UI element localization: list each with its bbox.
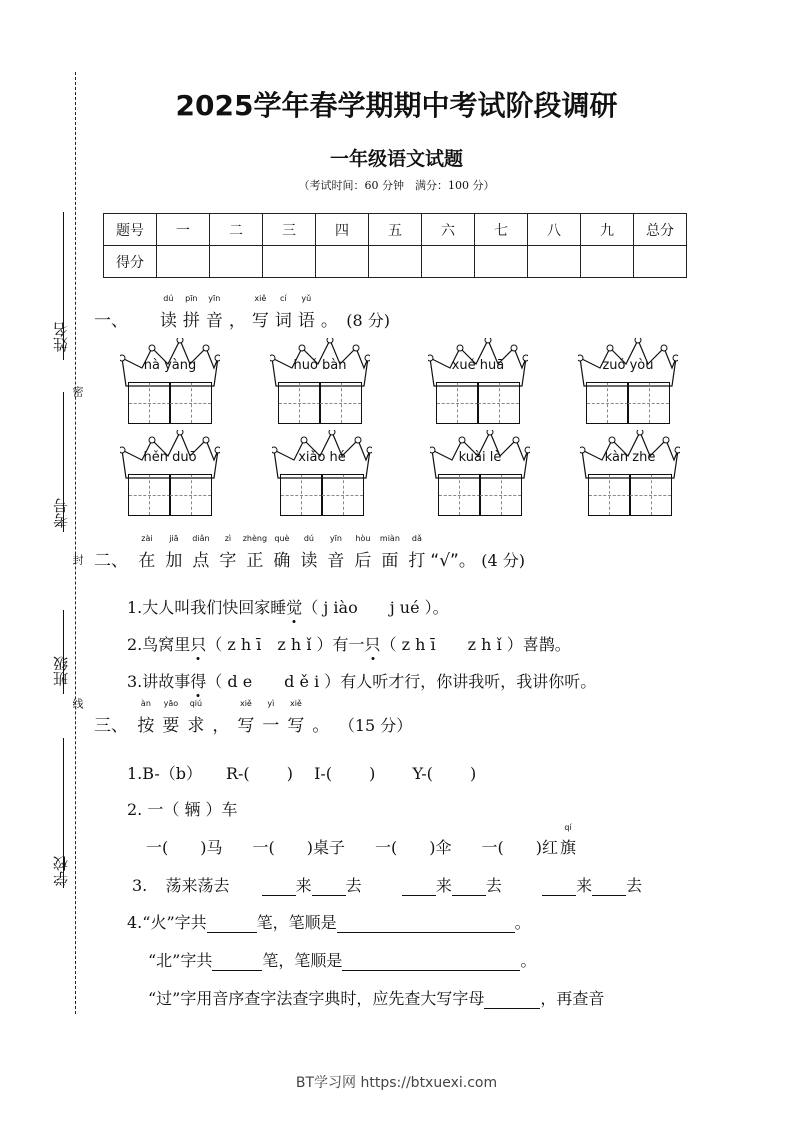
q-options[interactable]: （ d e d ě i ）有人听才行，你讲我听，我讲你听。 xyxy=(206,672,597,691)
tianzi-cell[interactable] xyxy=(128,474,171,516)
pinyin: xiě xyxy=(254,294,267,303)
hanzi: 要 xyxy=(162,716,180,736)
measure-word-blank[interactable]: 一( )红 xyxy=(481,838,558,857)
tianzi-cell[interactable] xyxy=(436,382,479,424)
crown-pinyin: xuě huā xyxy=(451,358,505,373)
ruby-char xyxy=(137,699,155,736)
score-header-cell: 六 xyxy=(422,214,475,246)
q-text: 笔，笔顺是 xyxy=(256,913,337,932)
pinyin: jiā xyxy=(169,534,179,543)
fixed-char: 来 xyxy=(576,876,593,895)
score-header-cell: 五 xyxy=(369,214,422,246)
crown-pinyin-card xyxy=(120,430,220,530)
score-header-cell: 九 xyxy=(581,214,634,246)
hanzi: 写 xyxy=(287,716,305,736)
section2-heading xyxy=(94,534,526,571)
hanzi: 加 xyxy=(165,551,183,571)
ruby-char xyxy=(321,306,338,331)
hanzi: 字 xyxy=(219,551,237,571)
s3-question-3 xyxy=(132,873,642,896)
answer-blank[interactable] xyxy=(207,916,257,933)
s3-question-4-line2 xyxy=(148,948,536,971)
s3-question-1[interactable]: 1.B-（b） R-( ) I-( ) Y-( ) xyxy=(127,764,477,783)
crown-pinyin-card xyxy=(430,430,530,530)
page-title: 2025学年春学期期中考试阶段调研 xyxy=(175,89,618,122)
hanzi: 正 xyxy=(246,551,264,571)
fixed-char: 去 xyxy=(485,876,502,895)
hanzi: 点 xyxy=(192,551,210,571)
s2-question-3 xyxy=(127,669,596,692)
q-text: “过”字用音序查字法查字典时，应先查大写字母 xyxy=(148,989,485,1008)
pinyin: yāo xyxy=(163,699,179,708)
tianzi-grid[interactable] xyxy=(280,474,364,516)
answer-blank[interactable] xyxy=(212,954,262,971)
tianzi-grid[interactable] xyxy=(128,474,212,516)
hanzi: ， xyxy=(228,311,246,331)
hanzi: 写 xyxy=(251,311,269,331)
score-input-cell[interactable] xyxy=(369,246,422,278)
ruby-char xyxy=(212,711,229,736)
footer-watermark: BT学习网 https://btxuexi.com xyxy=(295,1075,498,1091)
pinyin: àn xyxy=(140,699,151,708)
score-input-cell[interactable] xyxy=(422,246,475,278)
score-input-cell[interactable] xyxy=(528,246,581,278)
section-number: 二、 xyxy=(94,551,128,571)
tianzi-grid[interactable] xyxy=(438,474,522,516)
score-input-cell[interactable] xyxy=(316,246,369,278)
tianzi-cell[interactable] xyxy=(479,474,522,516)
ruby-char xyxy=(408,534,426,571)
number-label: 考号 xyxy=(52,498,70,528)
fixed-char: 来 xyxy=(295,876,312,895)
ruby-char xyxy=(354,534,372,571)
hanzi: 求 xyxy=(187,716,205,736)
ruby-char xyxy=(159,294,177,331)
ruby-char xyxy=(192,534,210,571)
ruby-char xyxy=(273,534,291,571)
answer-blank[interactable] xyxy=(402,879,436,896)
pinyin: què xyxy=(274,534,290,543)
score-input-cell[interactable] xyxy=(634,246,687,278)
hanzi: 一 xyxy=(262,716,280,736)
pinyin: miàn xyxy=(379,534,400,543)
pinyin: pīn xyxy=(185,294,198,303)
exam-info: （考试时间：60 分钟 满分：100 分） xyxy=(298,179,495,192)
dotted-char: 只 xyxy=(364,635,381,654)
crown-pinyin: kuài lè xyxy=(458,450,502,465)
answer-blank[interactable] xyxy=(452,879,486,896)
section2-tail: “√”。 xyxy=(430,551,476,571)
q-text: 2.鸟窝里 xyxy=(127,635,191,654)
hanzi: 读 xyxy=(159,311,177,331)
s3-question-2-items xyxy=(146,823,578,858)
score-input-cell[interactable] xyxy=(475,246,528,278)
crown-pinyin: nà yàng xyxy=(143,358,197,373)
tianzi-cell[interactable] xyxy=(321,474,364,516)
seal-char-feng: 封 xyxy=(71,554,84,565)
tianzi-cell[interactable] xyxy=(627,382,670,424)
s3-question-4-line1 xyxy=(127,910,531,933)
section-number: 三、 xyxy=(94,716,128,736)
score-header-cell: 题号 xyxy=(104,214,157,246)
hanzi: 按 xyxy=(137,716,155,736)
page-subtitle: 一年级语文试题 xyxy=(329,148,463,170)
ruby-char xyxy=(205,294,223,331)
ruby-char xyxy=(327,534,345,571)
ruby-char xyxy=(297,294,315,331)
tianzi-cell[interactable] xyxy=(586,382,629,424)
crown-pinyin: kàn zhe xyxy=(604,450,656,465)
score-input-cell[interactable] xyxy=(157,246,210,278)
section-points: (4 分) xyxy=(481,551,526,570)
hanzi: 确 xyxy=(273,551,291,571)
ruby-char xyxy=(312,711,329,736)
tianzi-cell[interactable] xyxy=(629,474,672,516)
q-text: “北”字共 xyxy=(148,951,213,970)
ruby-char xyxy=(379,534,400,571)
hanzi: 面 xyxy=(381,551,399,571)
pinyin: hòu xyxy=(355,534,371,543)
hanzi: 音 xyxy=(327,551,345,571)
hanzi: 音 xyxy=(205,311,223,331)
ruby-char xyxy=(300,534,318,571)
dotted-char: 觉 xyxy=(286,598,303,617)
crown-pinyin-card xyxy=(578,338,678,438)
measure-word-blank[interactable]: 一( )桌子 xyxy=(252,838,345,857)
pinyin: dǎ xyxy=(411,534,422,543)
score-table-score-row xyxy=(104,246,687,278)
name-label: 姓名 xyxy=(52,322,70,352)
pinyin: zài xyxy=(141,534,153,543)
ruby-char xyxy=(251,294,269,331)
seal-char-mi: 密 xyxy=(71,386,84,397)
school-label: 学校 xyxy=(52,856,70,886)
score-input-cell[interactable] xyxy=(581,246,634,278)
q-options[interactable]: （ z h ī z h ǐ ）喜鹊。 xyxy=(380,635,571,654)
answer-blank[interactable] xyxy=(262,879,296,896)
hanzi: 。 xyxy=(312,716,330,736)
section1-ruby-text xyxy=(157,294,341,331)
tianzi-cell[interactable] xyxy=(319,382,362,424)
hanzi: 旗 xyxy=(560,838,577,857)
pinyin: qiú xyxy=(189,699,203,708)
hanzi: 写 xyxy=(237,716,255,736)
score-header-cell: 七 xyxy=(475,214,528,246)
pinyin: cí xyxy=(280,294,287,303)
seal-char-xian: 线 xyxy=(71,698,84,709)
crown-pinyin: xiǎo hé xyxy=(298,450,346,465)
hanzi: 。 xyxy=(320,311,338,331)
measure-word-blank[interactable]: 一( )伞 xyxy=(375,838,452,857)
answer-blank[interactable] xyxy=(484,992,540,1009)
hanzi: 拼 xyxy=(182,311,200,331)
pinyin: yīn xyxy=(329,534,342,543)
score-input-cell[interactable] xyxy=(263,246,316,278)
ruby-char xyxy=(182,294,200,331)
score-table-header-row xyxy=(104,214,687,246)
tianzi-cell[interactable] xyxy=(477,382,520,424)
tianzi-grid[interactable] xyxy=(588,474,672,516)
crown-pinyin-card xyxy=(580,430,680,530)
tianzi-grid[interactable] xyxy=(128,382,212,424)
ruby-char xyxy=(138,534,156,571)
answer-blank[interactable] xyxy=(592,879,626,896)
ruby-char xyxy=(187,699,205,736)
crown-pinyin-card xyxy=(272,430,372,530)
score-header-cell: 八 xyxy=(528,214,581,246)
tianzi-cell[interactable] xyxy=(438,474,481,516)
q-text: 4.“火”字共 xyxy=(127,913,207,932)
section1-heading xyxy=(94,294,390,331)
fixed-char: 来 xyxy=(435,876,452,895)
section3-ruby-text xyxy=(133,699,333,736)
ruby-char xyxy=(162,699,180,736)
binding-line xyxy=(75,72,76,1014)
tianzi-grid[interactable] xyxy=(278,382,362,424)
ruby-char xyxy=(274,294,292,331)
ruby-char xyxy=(229,306,246,331)
pinyin: diǎn xyxy=(192,534,210,543)
score-input-cell[interactable] xyxy=(210,246,263,278)
pinyin: dú xyxy=(303,534,314,543)
pinyin: xiě xyxy=(239,699,252,708)
score-row-label: 得分 xyxy=(104,246,157,278)
section3-heading xyxy=(94,699,413,736)
fixed-char: 去 xyxy=(626,876,643,895)
score-header-cell: 三 xyxy=(263,214,316,246)
answer-blank[interactable] xyxy=(337,916,515,933)
fixed-char: 去 xyxy=(345,876,362,895)
answer-blank[interactable] xyxy=(542,879,576,896)
dotted-char: 只 xyxy=(190,635,207,654)
hanzi: ， xyxy=(212,716,230,736)
s3-question-4-line3 xyxy=(148,986,604,1009)
q-options[interactable]: （ j iào j ué ）。 xyxy=(302,598,449,617)
score-table xyxy=(103,213,687,278)
tianzi-cell[interactable] xyxy=(280,474,323,516)
crown-pinyin: huǒ bàn xyxy=(293,358,347,373)
ruby-char xyxy=(237,699,255,736)
tianzi-grid[interactable] xyxy=(586,382,670,424)
example-phrase: 荡来荡去 xyxy=(165,876,230,895)
ruby-char xyxy=(262,699,280,736)
section2-ruby-text xyxy=(133,534,430,571)
section-points: (8 分) xyxy=(346,311,390,330)
ruby-char xyxy=(165,534,183,571)
q-text: 。 xyxy=(514,913,531,932)
ruby-char xyxy=(219,534,237,571)
pinyin: dú xyxy=(163,294,174,303)
score-header-cell: 二 xyxy=(210,214,263,246)
tianzi-cell[interactable] xyxy=(169,382,212,424)
score-header-cell: 一 xyxy=(157,214,210,246)
hanzi: 打 xyxy=(408,551,426,571)
pinyin: yǔ xyxy=(301,294,312,303)
section-number: 一、 xyxy=(94,311,128,331)
measure-word-blank[interactable]: 一( )马 xyxy=(146,838,223,857)
tianzi-cell[interactable] xyxy=(278,382,321,424)
q-text: 。 xyxy=(520,951,537,970)
score-header-cell: 总分 xyxy=(634,214,687,246)
crown-pinyin-card xyxy=(428,338,528,438)
hanzi: 后 xyxy=(354,551,372,571)
q-text: 笔，笔顺是 xyxy=(262,951,343,970)
class-label: 班级 xyxy=(52,656,70,686)
tianzi-cell[interactable] xyxy=(128,382,171,424)
hanzi: 在 xyxy=(138,551,156,571)
q-number: 3. xyxy=(132,876,148,895)
pinyin: yīn xyxy=(208,294,221,303)
q-options[interactable]: （ z h ī z h ǐ ）有一 xyxy=(206,635,365,654)
pinyin: zhèng xyxy=(242,534,268,543)
q-text: 1.大人叫我们快回家睡 xyxy=(127,598,287,617)
tianzi-cell[interactable] xyxy=(588,474,631,516)
hanzi: 语 xyxy=(297,311,315,331)
pinyin: yì xyxy=(267,699,275,708)
pinyin: xiě xyxy=(289,699,302,708)
tianzi-cell[interactable] xyxy=(169,474,212,516)
hanzi: 词 xyxy=(274,311,292,331)
crown-pinyin: hěn duō xyxy=(143,450,197,465)
s2-question-1 xyxy=(127,595,449,618)
ruby-char xyxy=(242,534,268,571)
crown-pinyin: zuǒ yòu xyxy=(602,358,654,373)
s2-question-2 xyxy=(127,632,571,655)
dotted-char: 得 xyxy=(190,672,207,691)
crown-pinyin-card xyxy=(270,338,370,438)
tianzi-grid[interactable] xyxy=(436,382,520,424)
hanzi: 读 xyxy=(300,551,318,571)
score-header-cell: 四 xyxy=(316,214,369,246)
section-points: （15 分） xyxy=(338,716,413,735)
q-text: 3.讲故事 xyxy=(127,672,191,691)
ruby-char xyxy=(287,699,305,736)
pinyin: zì xyxy=(224,534,232,543)
pinyin: qí xyxy=(564,823,572,832)
q-text: ，再查音 xyxy=(540,989,605,1008)
answer-blank[interactable] xyxy=(342,954,520,971)
s3-question-2-head: 2. 一（ 辆 ）车 xyxy=(127,800,238,819)
answer-blank[interactable] xyxy=(312,879,346,896)
crown-pinyin-card xyxy=(120,338,220,438)
